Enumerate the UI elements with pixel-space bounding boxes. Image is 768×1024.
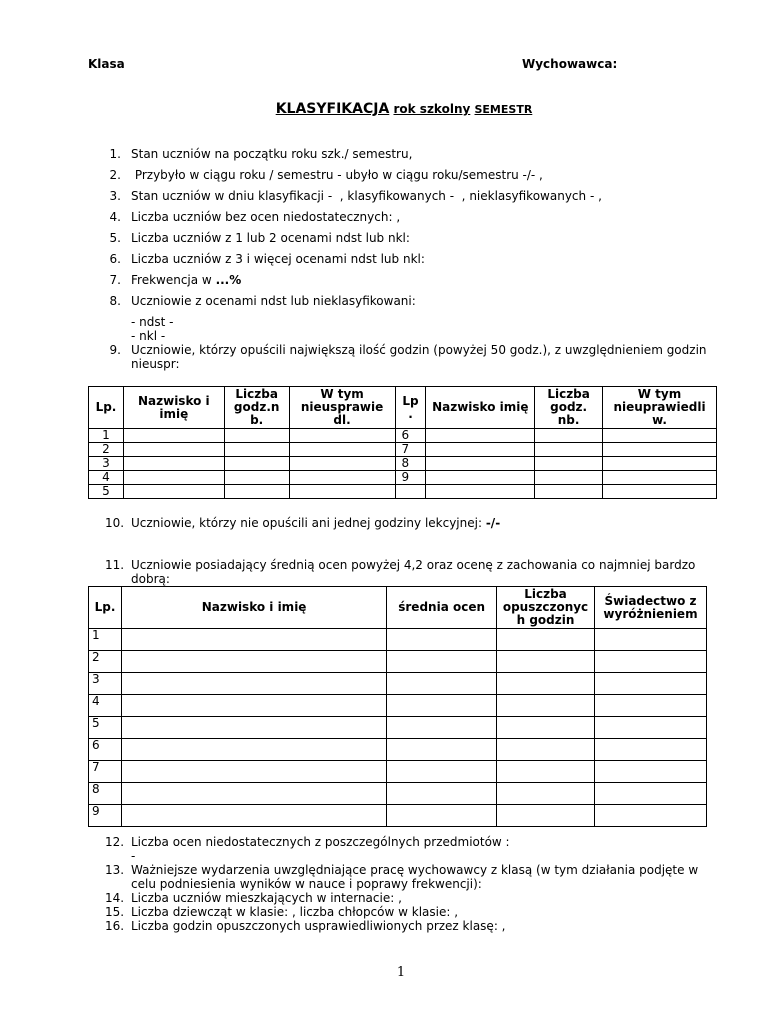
table-row: 3 8: [89, 457, 717, 471]
col-header: Lp.: [89, 587, 122, 629]
table-row: 3: [89, 673, 707, 695]
table-row: 1: [89, 629, 707, 651]
col-header: Nazwisko i imię: [123, 387, 224, 429]
form-teacher-label: Wychowawca:: [522, 57, 618, 71]
table-row: 2 7: [89, 443, 717, 457]
table-row: 4: [89, 695, 707, 717]
col-header: Lp.: [89, 387, 124, 429]
col-header: Nazwisko i imię: [121, 587, 386, 629]
table-row: 8: [89, 783, 707, 805]
col-header: Liczba godz.n b.: [224, 387, 289, 429]
honors-table: [88, 586, 707, 827]
table-row: 4 9: [89, 471, 717, 485]
table-row: 1 6: [89, 429, 717, 443]
page-number: 1: [396, 965, 406, 980]
table-row: 5: [89, 717, 707, 739]
col-header: Świadectwo z wyróżnieniem: [595, 587, 707, 629]
ndst-line: - ndst -: [131, 315, 174, 329]
table-row: 7: [89, 761, 707, 783]
title-year: rok szkolny: [393, 102, 471, 116]
title-semester: SEMESTR: [474, 103, 533, 116]
col-header: Lp .: [395, 387, 426, 429]
table-row: 6: [89, 739, 707, 761]
class-label: Klasa: [88, 57, 125, 71]
col-header: W tym nieuprawiedli w.: [603, 387, 717, 429]
nkl-line: - nkl -: [131, 329, 166, 343]
col-header: Nazwisko imię: [426, 387, 535, 429]
col-header: Liczba godz. nb.: [535, 387, 603, 429]
col-header: Liczba opuszczonyc h godzin: [497, 587, 595, 629]
table-row: 9: [89, 805, 707, 827]
col-header: W tym nieusprawie dl.: [289, 387, 395, 429]
table-row: 5: [89, 485, 717, 499]
subject-line: -: [131, 849, 136, 863]
col-header: średnia ocen: [387, 587, 497, 629]
absence-table: [88, 386, 717, 499]
page-title: [0, 101, 768, 117]
table-row: 2: [89, 651, 707, 673]
title-main: KLASYFIKACJA: [275, 101, 390, 117]
